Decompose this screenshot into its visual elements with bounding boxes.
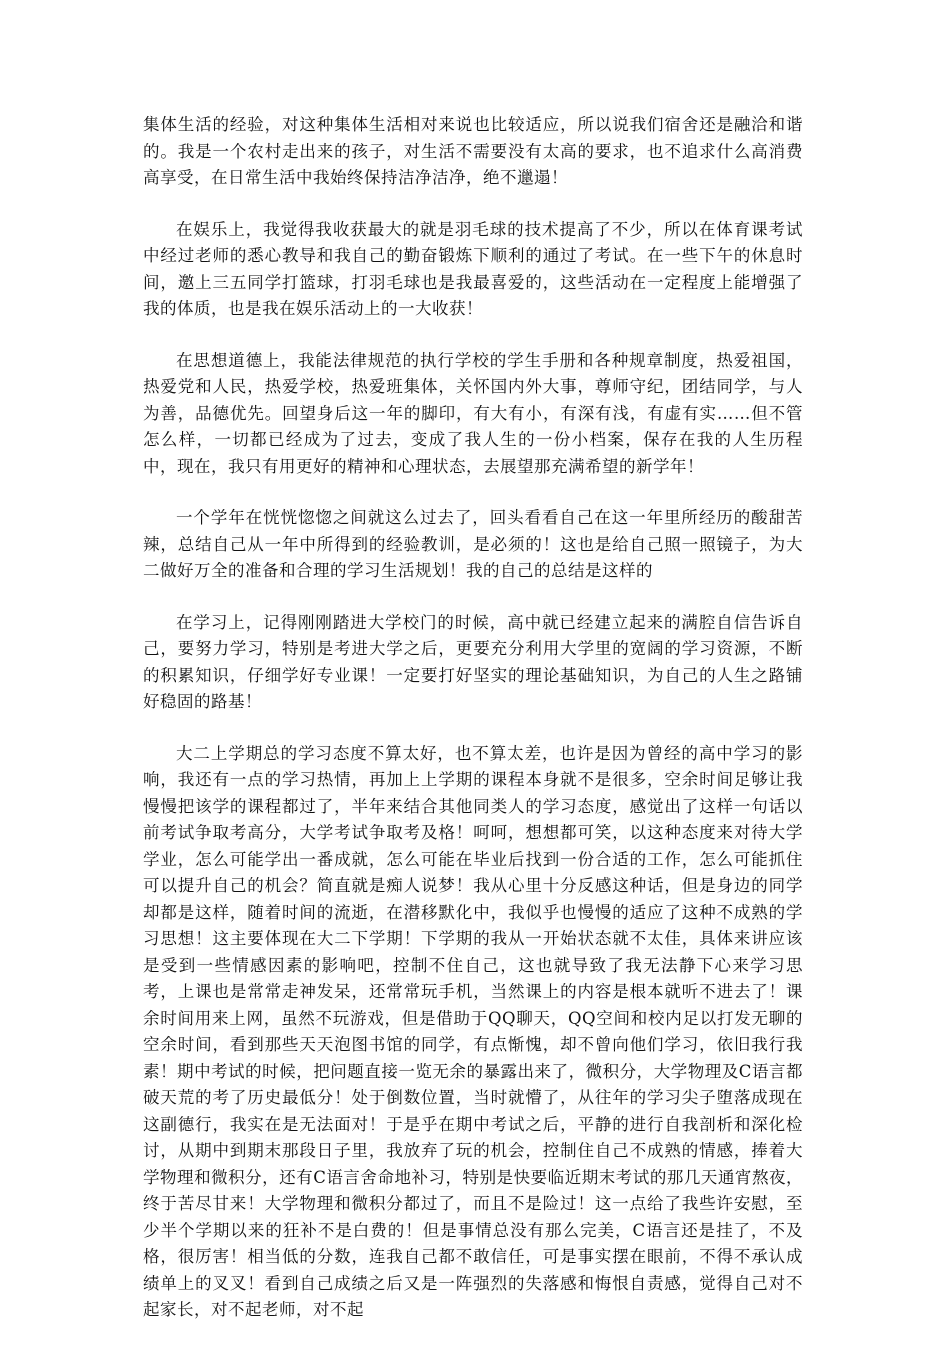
paragraph-dorm-life: 集体生活的经验，对这种集体生活相对来说也比较适应，所以说我们宿舍还是融洽和谐的。我是一个农村走出来的孩子，对生活不需要没有太高的要求，也不追求什么高消费高享受，在日常生活中我始终保持洁净洁净，绝不邋遢！: [143, 115, 803, 187]
document-page: [143, 112, 803, 1349]
paragraph-sophomore-study: 大二上学期总的学习态度不算太好，也不算太差，也许是因为曾经的高中学习的影响，我还有一点的学习热情，再加上上学期的课程本身就不是很多，空余时间足够让我慢慢把该学的课程都过了，半年来结合其他同类人的学习态度，感觉出了这样一句话以前考试争取考高分，大学考试争取考及格！呵呵，想想都可笑，以这种态度来对待大学学业，怎么可能学出一番成就，怎么可能在毕业后找到一份合适的工作，怎么可能抓住可以提升自己的机会？简直就是痴人说梦！我从心里十分反感这种话，但是身边的同学却都是这样，随着时间的流逝，在潜移默化中，我似乎也慢慢的适应了这种不成熟的学习思想！这主要体现在大二下学期！下学期的我从一开始状态就不太佳，具体来讲应该是受到一些情感因素的影响吧，控制不住自己，这也就导致了我无法静下心来学习思考，上课也是常常走神发呆，还常常玩手机，当然课上的内容是根本就听不进去了！课余时间用来上网，虽然不玩游戏，但是借助于QQ聊天，QQ空间和校内足以打发无聊的空余时间，看到那些天天泡图书馆的同学，有点惭愧，却不曾向他们学习，依旧我行我素！期中考试的时候，把问题直接一览无余的暴露出来了，微积分，大学物理及C语言都破天荒的考了历史最低分！处于倒数位置，当时就懵了，从往年的学习尖子堕落成现在这副德行，我实在是无法面对！于是乎在期中考试之后，平静的进行自我剖析和深化检讨，从期中到期末那段日子里，我放弃了玩的机会，控制住自己不成熟的情感，捧着大学物理和微积分，还有C语言舍命地补习，特别是快要临近期末考试的那几天通宵熬夜，终于苦尽甘来！大学物理和微积分都过了，而且不是险过！这一点给了我些许安慰，至少半个学期以来的狂补不是白费的！但是事情总没有那么完美，C语言还是挂了，不及格，很厉害！相当低的分数，连我自己都不敢信任，可是事实摆在眼前，不得不承认成绩单上的叉叉！看到自己成绩之后又是一阵强烈的失落感和悔恨自责感，觉得自己对不起家长，对不起老师，对不起: [143, 743, 803, 1319]
paragraph-moral-conduct: 在思想道德上，我能法律规范的执行学校的学生手册和各种规章制度，热爱祖国，热爱党和人民，热爱学校，热爱班集体，关怀国内外大事，尊师守纪，团结同学，与人为善，品德优先。回望身后这一年的脚印，有大有小，有深有浅，有虚有实……但不管怎么样，一切都已经成为了过去，变成了我人生的一份小档案，保存在我的人生历程中，现在，我只有用更好的精神和心理状态，去展望那充满希望的新学年！: [143, 350, 803, 476]
paragraph-year-summary: 一个学年在恍恍惚惚之间就这么过去了，回头看看自己在这一年里所经历的酸甜苦辣，总结自己从一年中所得到的经验教训，是必须的！这也是给自己照一照镜子，为大二做好万全的准备和合理的学习生活规划！我的自己的总结是这样的: [143, 508, 803, 580]
paragraph-study: 在学习上，记得刚刚踏进大学校门的时候，高中就已经建立起来的满腔自信告诉自己，要努力学习，特别是考进大学之后，更要充分利用大学里的宽阔的学习资源，不断的积累知识，仔细学好专业课！一定要打好坚实的理论基础知识，为自己的人生之路铺好稳固的路基！: [143, 612, 803, 711]
paragraph-entertainment: 在娱乐上，我觉得我收获最大的就是羽毛球的技术提高了不少，所以在体育课考试中经过老师的悉心教导和我自己的勤奋锻炼下顺利的通过了考试。在一些下午的休息时间，邀上三五同学打篮球，打羽毛球也是我最喜爱的，这些活动在一定程度上能增强了我的体质，也是我在娱乐活动上的一大收获！: [143, 219, 803, 318]
